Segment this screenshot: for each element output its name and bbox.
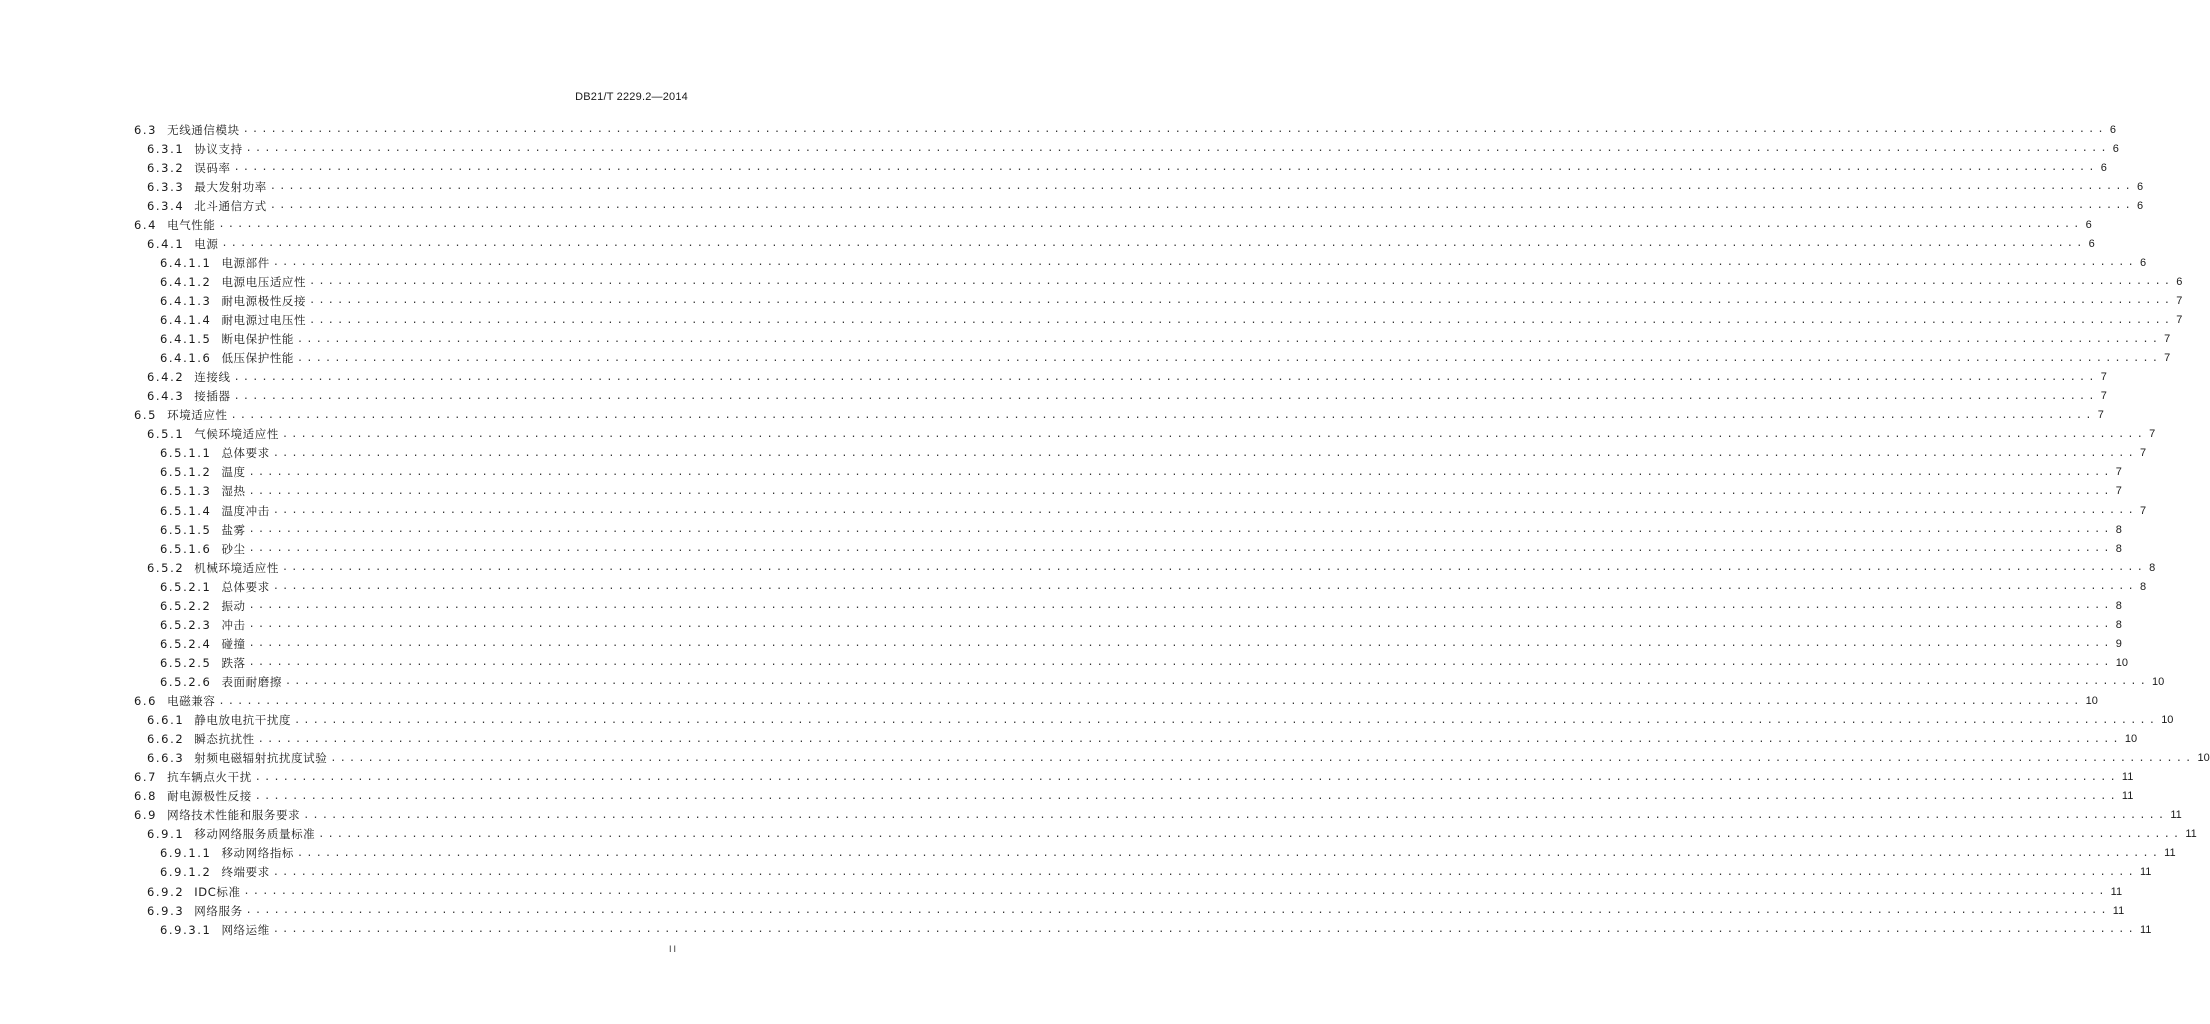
toc-entry[interactable]: [160, 349, 2171, 368]
toc-entry-number: 6.5.1.2: [160, 465, 212, 480]
toc-entry-number: 6.4.1.2: [160, 274, 212, 289]
toc-entry-title: 最大发射功率: [194, 179, 267, 194]
toc-entry-page: 6: [2100, 161, 2107, 174]
toc-entry-page: 7: [2164, 352, 2171, 365]
toc-dot-leader: ........................................................................................................................................................................................................: [248, 600, 2113, 612]
toc-entry[interactable]: [134, 692, 2098, 711]
toc-entry-title: 断电保护性能: [221, 332, 295, 347]
toc-entry-number: 6.4.1: [147, 236, 185, 251]
toc-entry-title: 湿热: [221, 484, 246, 499]
toc-entry-page: 6: [2085, 218, 2092, 231]
toc-entry-number: 6.5.2: [147, 560, 185, 575]
toc-entry-page: 7: [2100, 371, 2107, 384]
toc-dot-leader: ........................................................................................................................................................................................................: [284, 676, 2150, 688]
toc-entry-page: 11: [2139, 923, 2152, 936]
toc-entry-page: 6: [2088, 237, 2095, 250]
toc-entry-title: 瞬态抗扰性: [194, 732, 255, 747]
toc-entry-title: 碰撞: [221, 636, 246, 651]
toc-entry-page: 6: [2109, 123, 2116, 136]
toc-entry-number: 6.4: [134, 217, 158, 232]
toc-entry[interactable]: [160, 672, 2165, 691]
toc-entry-title: 电气性能: [167, 217, 216, 232]
toc-entry-title: 接插器: [194, 389, 231, 404]
toc-entry-title: 机械环境适应性: [194, 560, 279, 575]
toc-dot-leader: ........................................................................................................................................................................................................: [297, 352, 2162, 364]
toc-dot-leader: ........................................................................................................................................................................................................: [221, 238, 2086, 250]
toc-entry-title: 北斗通信方式: [194, 198, 267, 213]
toc-entry-number: 6.9.1.1: [160, 846, 212, 861]
toc-entry-title: 协议支持: [194, 141, 243, 156]
toc-entry-number: 6.5.2.1: [160, 579, 212, 594]
toc-entry[interactable]: [160, 291, 2183, 310]
toc-entry-number: 6.3.4: [147, 198, 185, 213]
toc-entry-page: 8: [2115, 599, 2122, 612]
toc-entry-number: 6.8: [134, 789, 158, 804]
toc-entry-page: 7: [2164, 333, 2171, 346]
toc-dot-leader: ........................................................................................................................................................................................................: [254, 771, 2119, 783]
toc-entry-page: 7: [2115, 485, 2122, 498]
toc-dot-leader: ........................................................................................................................................................................................................: [233, 371, 2098, 383]
toc-entry-number: 6.6.3: [147, 751, 185, 766]
toc-entry-number: 6.5.1: [147, 427, 185, 442]
toc-dot-leader: ........................................................................................................................................................................................................: [242, 124, 2107, 135]
toc-entry-page: 7: [2176, 314, 2183, 326]
toc-dot-leader: ........................................................................................................................................................................................................: [294, 714, 2159, 726]
toc-entry-page: 11: [2112, 904, 2125, 917]
toc-dot-leader: ........................................................................................................................................................................................................: [243, 886, 2108, 897]
toc-entry-page: 7: [2100, 390, 2107, 403]
toc-entry-page: 11: [2121, 771, 2134, 784]
toc-entry[interactable]: [147, 730, 2138, 749]
toc-entry[interactable]: [160, 577, 2147, 596]
toc-entry[interactable]: [147, 825, 2197, 844]
toc-entry[interactable]: [147, 425, 2156, 444]
toc-entry-number: 6.4.1.3: [160, 293, 212, 308]
toc-dot-leader: ........................................................................................................................................................................................................: [248, 543, 2113, 555]
toc-entry-page: 11: [2164, 847, 2176, 860]
toc-entry[interactable]: [160, 330, 2171, 349]
toc-entry-title: 表面耐磨擦: [221, 674, 282, 689]
toc-entry-title: 总体要求: [221, 579, 270, 594]
toc-entry-title: 连接线: [194, 370, 231, 385]
toc-dot-leader: ........................................................................................................................................................................................................: [297, 333, 2162, 345]
toc-dot-leader: ........................................................................................................................................................................................................: [309, 295, 2174, 307]
toc-entry[interactable]: [160, 596, 2122, 615]
toc-entry[interactable]: [134, 768, 2134, 787]
toc-entry-number: 6.4.2: [147, 370, 185, 385]
toc-entry-number: 6.7: [134, 770, 158, 785]
toc-entry[interactable]: [160, 253, 2147, 272]
toc-entry-page: 7: [2149, 428, 2156, 441]
toc-entry[interactable]: [147, 882, 2123, 901]
toc-entry[interactable]: [147, 749, 2210, 768]
toc-entry[interactable]: [147, 368, 2107, 387]
toc-entry[interactable]: [147, 139, 2119, 158]
toc-entry-number: 6.5.1.3: [160, 484, 212, 499]
toc-entry[interactable]: [134, 806, 2182, 825]
toc-entry-number: 6.6: [134, 694, 158, 708]
toc-entry-number: 6.4.3: [147, 389, 185, 404]
toc-dot-leader: ........................................................................................................................................................................................................: [248, 619, 2113, 631]
toc-entry-title: 耐电源过电压性: [221, 313, 307, 327]
toc-entry-title: 气候环境适应性: [194, 427, 279, 442]
toc-dot-leader: ........................................................................................................................................................................................................: [218, 219, 2083, 231]
toc-entry[interactable]: [147, 901, 2125, 920]
toc-entry-page: 9: [2115, 637, 2122, 650]
toc-dot-leader: ........................................................................................................................................................................................................: [218, 695, 2083, 707]
toc-entry-number: 6.5.1.1: [160, 446, 212, 461]
toc-entry-title: 环境适应性: [167, 408, 228, 423]
toc-dot-leader: ........................................................................................................................................................................................................: [272, 447, 2137, 459]
toc-entry-number: 6.9.1: [147, 827, 185, 842]
toc-entry-number: 6.5.1.5: [160, 522, 212, 537]
toc-entry-page: 11: [2110, 885, 2123, 898]
toc-entry-page: 8: [2149, 561, 2156, 574]
toc-entry-title: 电源电压适应性: [221, 274, 307, 289]
toc-entry-number: 6.5.2.6: [160, 674, 212, 689]
toc-dot-leader: ........................................................................................................................................................................................................: [318, 828, 2183, 840]
toc-entry-title: 耐电源极性反接: [221, 293, 307, 308]
toc-entry-page: 6: [2176, 275, 2183, 288]
toc-entry-page: 10: [2152, 675, 2165, 688]
toc-entry-number: 6.6.1: [147, 713, 185, 728]
toc-entry[interactable]: [147, 234, 2095, 253]
toc-entry-title: 移动网络指标: [221, 846, 295, 861]
toc-entry-page: 11: [2139, 866, 2152, 879]
toc-entry-number: 6.5.1.6: [160, 541, 212, 556]
toc-entry-number: 6.9.3.1: [160, 922, 212, 937]
toc-entry-title: 网络技术性能和服务要求: [167, 808, 301, 823]
toc-entry[interactable]: [134, 787, 2134, 806]
toc-entry-page: 8: [2139, 580, 2147, 593]
toc-entry[interactable]: [134, 215, 2092, 234]
toc-entry[interactable]: [147, 177, 2144, 196]
toc-entry-title: 电磁兼容: [167, 694, 216, 708]
toc-dot-leader: ........................................................................................................................................................................................................: [245, 143, 2110, 155]
toc-entry-title: 移动网络服务质量标准: [194, 827, 316, 842]
toc-entry[interactable]: [160, 634, 2122, 653]
toc-entry[interactable]: [160, 520, 2122, 539]
toc-dot-leader: ........................................................................................................................................................................................................: [297, 847, 2162, 859]
toc-entry-number: 6.9.1.2: [160, 865, 212, 880]
toc-dot-leader: ........................................................................................................................................................................................................: [272, 505, 2137, 516]
toc-entry-number: 6.4.1.6: [160, 351, 212, 366]
toc-dot-leader: ........................................................................................................................................................................................................: [269, 200, 2134, 212]
toc-entry-page: 10: [2161, 714, 2174, 727]
toc-dot-leader: ........................................................................................................................................................................................................: [233, 390, 2098, 402]
toc-dot-leader: ........................................................................................................................................................................................................: [309, 314, 2174, 326]
toc-dot-leader: ........................................................................................................................................................................................................: [272, 866, 2137, 878]
toc-dot-leader: ........................................................................................................................................................................................................: [230, 409, 2095, 421]
toc-entry-number: 6.4.1.4: [160, 313, 212, 327]
toc-entry-page: 10: [2115, 656, 2128, 669]
toc-entry[interactable]: [160, 615, 2122, 634]
toc-entry-page: 11: [2121, 790, 2134, 803]
toc-entry-page: 10: [2124, 733, 2138, 746]
toc-entry-number: 6.9: [134, 808, 158, 823]
toc-dot-leader: ........................................................................................................................................................................................................: [257, 733, 2122, 745]
toc-entry[interactable]: [160, 311, 2183, 330]
toc-entry-title: 温度冲击: [221, 503, 270, 518]
toc-entry-title: 终端要求: [221, 865, 270, 880]
toc-entry-title: 耐电源极性反接: [167, 789, 252, 804]
toc-dot-leader: ........................................................................................................................................................................................................: [254, 790, 2119, 802]
toc-entry-page: 6: [2136, 180, 2144, 193]
toc-dot-leader: ........................................................................................................................................................................................................: [245, 905, 2110, 917]
toc-entry-title: 射频电磁辐射抗扰度试验: [194, 751, 328, 766]
toc-entry-title: 网络运维: [221, 922, 270, 937]
toc-entry[interactable]: [147, 196, 2144, 215]
toc-entry-page: 7: [2115, 466, 2122, 479]
toc-entry-title: 电源: [194, 236, 219, 251]
toc-dot-leader: ........................................................................................................................................................................................................: [272, 581, 2137, 593]
toc-dot-leader: ........................................................................................................................................................................................................: [272, 257, 2137, 269]
toc-entry-number: 6.9.3: [147, 903, 185, 918]
toc-entry-title: 电源部件: [221, 255, 270, 270]
toc-entry-title: 抗车辆点火干扰: [167, 770, 252, 785]
toc-entry-page: 7: [2097, 409, 2104, 422]
toc-entry[interactable]: [147, 558, 2156, 577]
toc-dot-leader: ........................................................................................................................................................................................................: [233, 162, 2098, 174]
toc-entry[interactable]: [160, 463, 2122, 482]
toc-entry-page: 8: [2115, 523, 2122, 536]
toc-entry-page: 10: [2085, 695, 2098, 707]
toc-entry-number: 6.4.1.1: [160, 255, 212, 270]
toc-entry-page: 10: [2197, 752, 2210, 765]
toc-dot-leader: ........................................................................................................................................................................................................: [281, 562, 2147, 574]
toc-entry-number: 6.5: [134, 408, 158, 423]
toc-entry-page: 6: [2112, 142, 2119, 155]
toc-entry-page: 8: [2115, 618, 2122, 631]
page-number-footer: II: [668, 944, 678, 954]
toc-entry-number: 6.5.2.2: [160, 598, 212, 613]
toc-dot-leader: ........................................................................................................................................................................................................: [248, 466, 2113, 478]
toc-entry-number: 6.5.1.4: [160, 503, 212, 518]
toc-entry-number: 6.6.2: [147, 732, 185, 747]
toc-entry[interactable]: [147, 387, 2107, 406]
toc-entry-page: 11: [2185, 828, 2197, 841]
toc-entry-page: 7: [2139, 447, 2147, 460]
toc-entry-number: 6.3.1: [147, 141, 185, 156]
toc-entry-title: IDC标准: [194, 884, 241, 899]
toc-entry[interactable]: [160, 444, 2147, 463]
toc-dot-leader: ........................................................................................................................................................................................................: [248, 485, 2113, 497]
toc-entry[interactable]: [134, 406, 2104, 425]
toc-dot-leader: ........................................................................................................................................................................................................: [248, 657, 2113, 669]
toc-dot-leader: ........................................................................................................................................................................................................: [272, 924, 2137, 936]
toc-entry[interactable]: [160, 501, 2147, 520]
toc-dot-leader: ........................................................................................................................................................................................................: [303, 809, 2168, 821]
toc-entry-page: 6: [2139, 256, 2147, 269]
document-number-header: DB21/T 2229.2—2014: [575, 91, 688, 103]
toc-entry-title: 低压保护性能: [221, 351, 295, 366]
toc-entry[interactable]: [160, 482, 2122, 501]
toc-entry-number: 6.5.2.3: [160, 617, 212, 632]
toc-entry-number: 6.3.2: [147, 160, 185, 175]
toc-dot-leader: ........................................................................................................................................................................................................: [330, 752, 2195, 764]
toc-entry-page: 6: [2136, 199, 2144, 212]
toc-entry-number: 6.3: [134, 122, 158, 137]
toc-dot-leader: ........................................................................................................................................................................................................: [281, 428, 2147, 440]
toc-entry-number: 6.4.1.5: [160, 332, 212, 347]
toc-entry-title: 总体要求: [221, 446, 270, 461]
toc-entry-number: 6.5.2.4: [160, 636, 212, 651]
toc-entry[interactable]: [160, 272, 2183, 291]
toc-entry[interactable]: [160, 920, 2152, 939]
toc-entry-page: 8: [2115, 542, 2122, 555]
toc-entry-title: 静电放电抗干扰度: [194, 713, 292, 728]
toc-entry-page: 7: [2176, 294, 2183, 307]
toc-entry-title: 振动: [221, 598, 246, 613]
toc-entry-title: 冲击: [221, 617, 246, 632]
toc-entry-number: 6.3.3: [147, 179, 185, 194]
toc-entry-title: 网络服务: [194, 903, 243, 918]
toc-entry[interactable]: [160, 863, 2152, 882]
toc-entry-title: 无线通信模块: [167, 122, 240, 137]
toc-entry[interactable]: [160, 539, 2122, 558]
toc-entry[interactable]: [147, 711, 2174, 730]
toc-dot-leader: ........................................................................................................................................................................................................: [269, 181, 2134, 193]
toc-dot-leader: ........................................................................................................................................................................................................: [309, 276, 2174, 288]
toc-entry[interactable]: [160, 653, 2128, 672]
toc-entry[interactable]: [134, 120, 2116, 139]
toc-entry-title: 跌落: [221, 655, 246, 670]
toc-entry-page: 7: [2139, 504, 2147, 517]
toc-dot-leader: ........................................................................................................................................................................................................: [248, 638, 2113, 650]
toc-entry[interactable]: [160, 844, 2176, 863]
toc-entry-page: 11: [2170, 809, 2182, 822]
toc-entry[interactable]: [147, 158, 2107, 177]
toc-entry-title: 温度: [221, 465, 246, 480]
toc-dot-leader: ........................................................................................................................................................................................................: [248, 524, 2113, 536]
toc-entry-number: 6.5.2.5: [160, 655, 212, 670]
toc-entry-number: 6.9.2: [147, 884, 185, 899]
toc-entry-title: 盐雾: [221, 522, 246, 537]
toc-entry-title: 误码率: [194, 160, 231, 175]
toc-entry-title: 砂尘: [221, 541, 246, 556]
